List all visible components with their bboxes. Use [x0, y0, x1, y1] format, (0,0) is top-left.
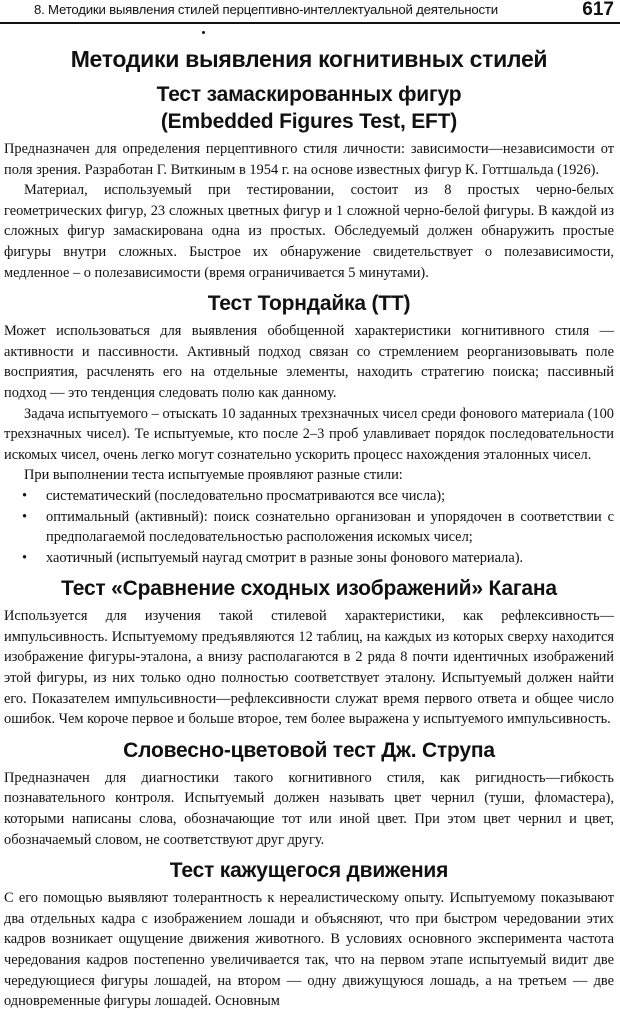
- paragraph: Материал, используемый при тестировании, состоит из 8 простых черно-белых геометрических фигур, 23 сложных цветных фигур и 1 сложной черно-белой фигуры. В каждой из сложных фигур замаскирована одна из простых. Обследуемый должен обнаружить простые фигуры внутри сложных. Быстрое их обнаружение свидетельствует о полезависимости, медленное – о полезависимости (время ограничивается 5 минутами).: [4, 182, 614, 281]
- section-kagan: [4, 575, 614, 730]
- section-title: Словесно-цветовой тест Дж. Струпа: [123, 738, 495, 762]
- paragraph: При выполнении теста испытуемые проявляют разные стили:: [24, 467, 403, 484]
- page-content: [4, 46, 614, 1019]
- paragraph: Используется для изучения такой стилевой характеристики, как рефлексивность—импульсивность. Испытуемому предъявляются 12 таблиц, на каждых из которых сверху находится изображение фигуры-эталона, а внизу располагаются в 2 ряда 8 почти идентичных изображений этой фигуры, из них только одно полностью соответствует эталону. Испытуемый должен найти его. Показателем импульсивности—рефлексивности служат время первого ответа и общее число ошибок. Чем короче первое и больше второе, тем более выражена у испытуемого импульсивность.: [4, 608, 614, 728]
- list-item-text: хаотичный (испытуемый наугад смотрит в разные зоны фонового материала).: [46, 549, 524, 566]
- bullet-icon: •: [22, 487, 28, 504]
- section-title: Тест «Сравнение сходных изображений» Кагана: [61, 577, 557, 601]
- paragraph: Может использоваться для выявления обобщенной характеристики когнитивного стиля — активности и пассивности. Активный подход связан со стремлением реорганизовывать поле восприятия, расчленять его на отдельные элементы, находить стратегию поиска; пассивный подход — это тенденция следовать полю как данному.: [4, 323, 614, 401]
- bullet-icon: •: [22, 508, 28, 525]
- running-title: 8. Методики выявления стилей перцептивно-интеллектуальной деятельности: [34, 2, 498, 17]
- section-thorndike: [4, 290, 614, 568]
- section-eft: [4, 81, 614, 283]
- bullet-icon: •: [22, 549, 28, 566]
- paragraph: Предназначен для определения перцептивного стиля личности: зависимости—независимости от поля зрения. Разработан Г. Виткиным в 1954 г. на основе известных фигур К. Готтшальда (1926).: [4, 141, 614, 178]
- section-apparent-motion: [4, 857, 614, 1012]
- section-title: Тест кажущегося движения: [169, 859, 449, 883]
- list-item: [4, 548, 614, 569]
- list-item: [4, 507, 614, 548]
- page-number: 617: [582, 0, 614, 20]
- section-title-line-1: Тест замаскированных фигур: [156, 83, 462, 106]
- section-stroop: [4, 737, 614, 850]
- paragraph: Предназначен для диагностики такого когнитивного стиля, как ригидность—гибкость познавательного контроля. Испытуемый должен называть цвет чернил (туши, фломастера), которыми написаны слова, обозначающие тот или иной цвет. При этом цвет чернил и цвет, обозначаемый словом, не соответствуют друг другу.: [4, 769, 614, 848]
- paragraph: Задача испытуемого – отыскать 10 заданных трехзначных чисел среди фонового материала (100 трехзначных чисел). Те испытуемые, кто после 2–3 проб улавливает порядок последовательности искомых чисел, очень легко могут сознательно ускорить процесс нахождения эталонных чисел.: [4, 405, 614, 463]
- list-item-text: оптимальный (активный): поиск сознательно организован и упорядочен в соответствии с предполагаемой последовательностью расположения искомых чисел;: [46, 508, 614, 546]
- paragraph: С его помощью выявляют толерантность к нереалистическому опыту. Испытуемому показывают два отдельных кадра с изображением лошади и объясняют, что при быстром чередовании этих кадров возникает ощущение движения животного. В условиях основного эксперимента частота чередования кадров постепенно увеличивается так, что на первом этапе испытуемый видит две чередующиеся фигуры лошадей, на втором — одну движущуюся лошадь, а на третьем — две одновременные фигуры лошадей. Основным: [4, 890, 614, 1010]
- list-item: [4, 486, 614, 507]
- list-item-text: систематический (последовательно просматриваются все числа);: [46, 487, 446, 504]
- section-title: Тест Торндайка (ТТ): [207, 292, 411, 316]
- style-list: [4, 486, 614, 568]
- section-title: [4, 81, 614, 135]
- section-title-line-2: (Embedded Figures Test, EFT): [160, 110, 458, 133]
- running-header: [0, 0, 620, 24]
- page-title: Методики выявления когнитивных стилей: [70, 46, 548, 72]
- dot-mark: [202, 31, 205, 34]
